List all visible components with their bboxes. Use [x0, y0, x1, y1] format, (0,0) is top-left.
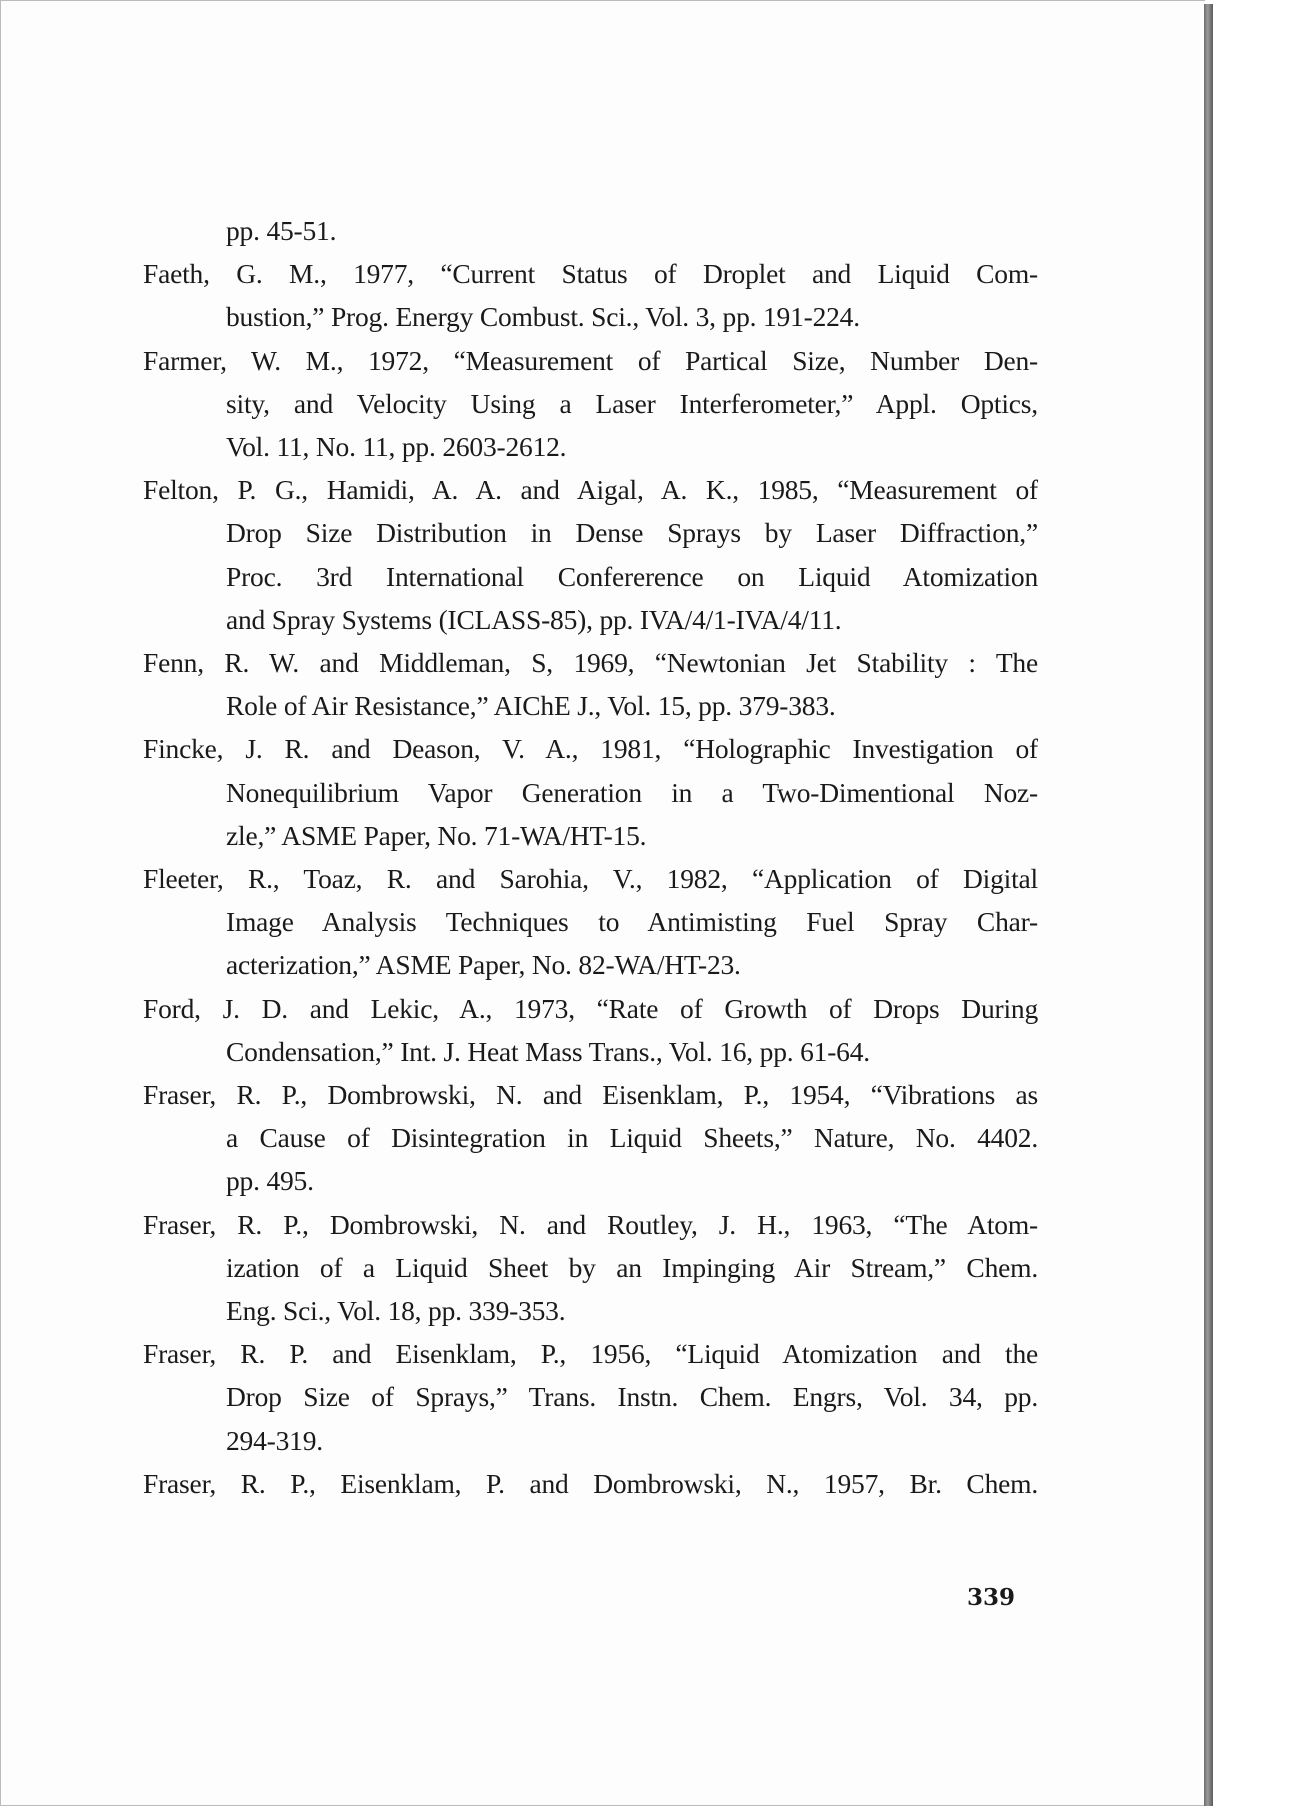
page-edge-shadow [1204, 4, 1213, 1806]
reference-first-line: Fraser, R. P., Eisenklam, P. and Dombrowski, N., 1957, Br. Chem. [143, 1467, 1038, 1499]
reference-line: Image Analysis Techniques to Antimisting Fuel Spray Char- [226, 906, 1038, 938]
reference-first-line: Ford, J. D. and Lekic, A., 1973, “Rate of Growth of Drops During [143, 992, 1038, 1024]
reference-line: Drop Size Distribution in Dense Sprays by Laser Diffraction,” [226, 517, 1038, 549]
reference-first-line: Fraser, R. P., Dombrowski, N. and Eisenklam, P., 1954, “Vibrations as [143, 1079, 1038, 1110]
page-number: 339 [967, 1584, 1016, 1611]
reference-first-line: Faeth, G. M., 1977, “Current Status of Droplet and Liquid Com- [143, 258, 1038, 290]
reference-first-line: Fraser, R. P. and Eisenklam, P., 1956, “Liquid Atomization and the [143, 1338, 1038, 1370]
reference-line: Condensation,” Int. J. Heat Mass Trans., Vol. 16, pp. 61-64. [226, 1035, 870, 1067]
reference-line: Proc. 3rd International Confererence on Liquid Atomization [226, 560, 1038, 592]
reference-line: Nonequilibrium Vapor Generation in a Two-Dimentional Noz- [226, 776, 1038, 808]
reference-line: zle,” ASME Paper, No. 71-WA/HT-15. [226, 819, 647, 851]
reference-line: sity, and Velocity Using a Laser Interferometer,” Appl. Optics, [226, 387, 1038, 419]
reference-line: and Spray Systems (ICLASS-85), pp. IVA/4/1-IVA/4/11. [226, 603, 842, 635]
background-margin [1213, 0, 1291, 1806]
reference-line: Vol. 11, No. 11, pp. 2603-2612. [226, 431, 567, 462]
reference-first-line: Fleeter, R., Toaz, R. and Sarohia, V., 1982, “Application of Digital [143, 863, 1038, 894]
reference-first-line: Fenn, R. W. and Middleman, S, 1969, “Newtonian Jet Stability : The [143, 647, 1038, 678]
reference-first-line: Felton, P. G., Hamidi, A. A. and Aigal, A. K., 1985, “Measurement of [143, 474, 1038, 506]
reference-line: Role of Air Resistance,” AIChE J., Vol. 15, pp. 379-383. [226, 690, 836, 722]
reference-line: ization of a Liquid Sheet by an Impinging Air Stream,” Chem. [226, 1251, 1038, 1283]
reference-line: acterization,” ASME Paper, No. 82-WA/HT-23. [226, 949, 741, 981]
reference-first-line: Fraser, R. P., Dombrowski, N. and Routley, J. H., 1963, “The Atom- [143, 1208, 1038, 1240]
reference-line: bustion,” Prog. Energy Combust. Sci., Vol. 3, pp. 191-224. [226, 301, 860, 333]
reference-line: a Cause of Disintegration in Liquid Sheets,” Nature, No. 4402. [226, 1122, 1038, 1154]
reference-first-line: Farmer, W. M., 1972, “Measurement of Partical Size, Number Den- [143, 344, 1038, 376]
reference-line: pp. 495. [226, 1165, 314, 1197]
reference-first-line: Fincke, J. R. and Deason, V. A., 1981, “Holographic Investigation of [143, 733, 1038, 765]
reference-line: Eng. Sci., Vol. 18, pp. 339-353. [226, 1295, 566, 1326]
reference-line: 294-319. [226, 1424, 323, 1456]
reference-line: pp. 45-51. [226, 215, 337, 246]
reference-line: Drop Size of Sprays,” Trans. Instn. Chem. Engrs, Vol. 34, pp. [226, 1381, 1038, 1413]
